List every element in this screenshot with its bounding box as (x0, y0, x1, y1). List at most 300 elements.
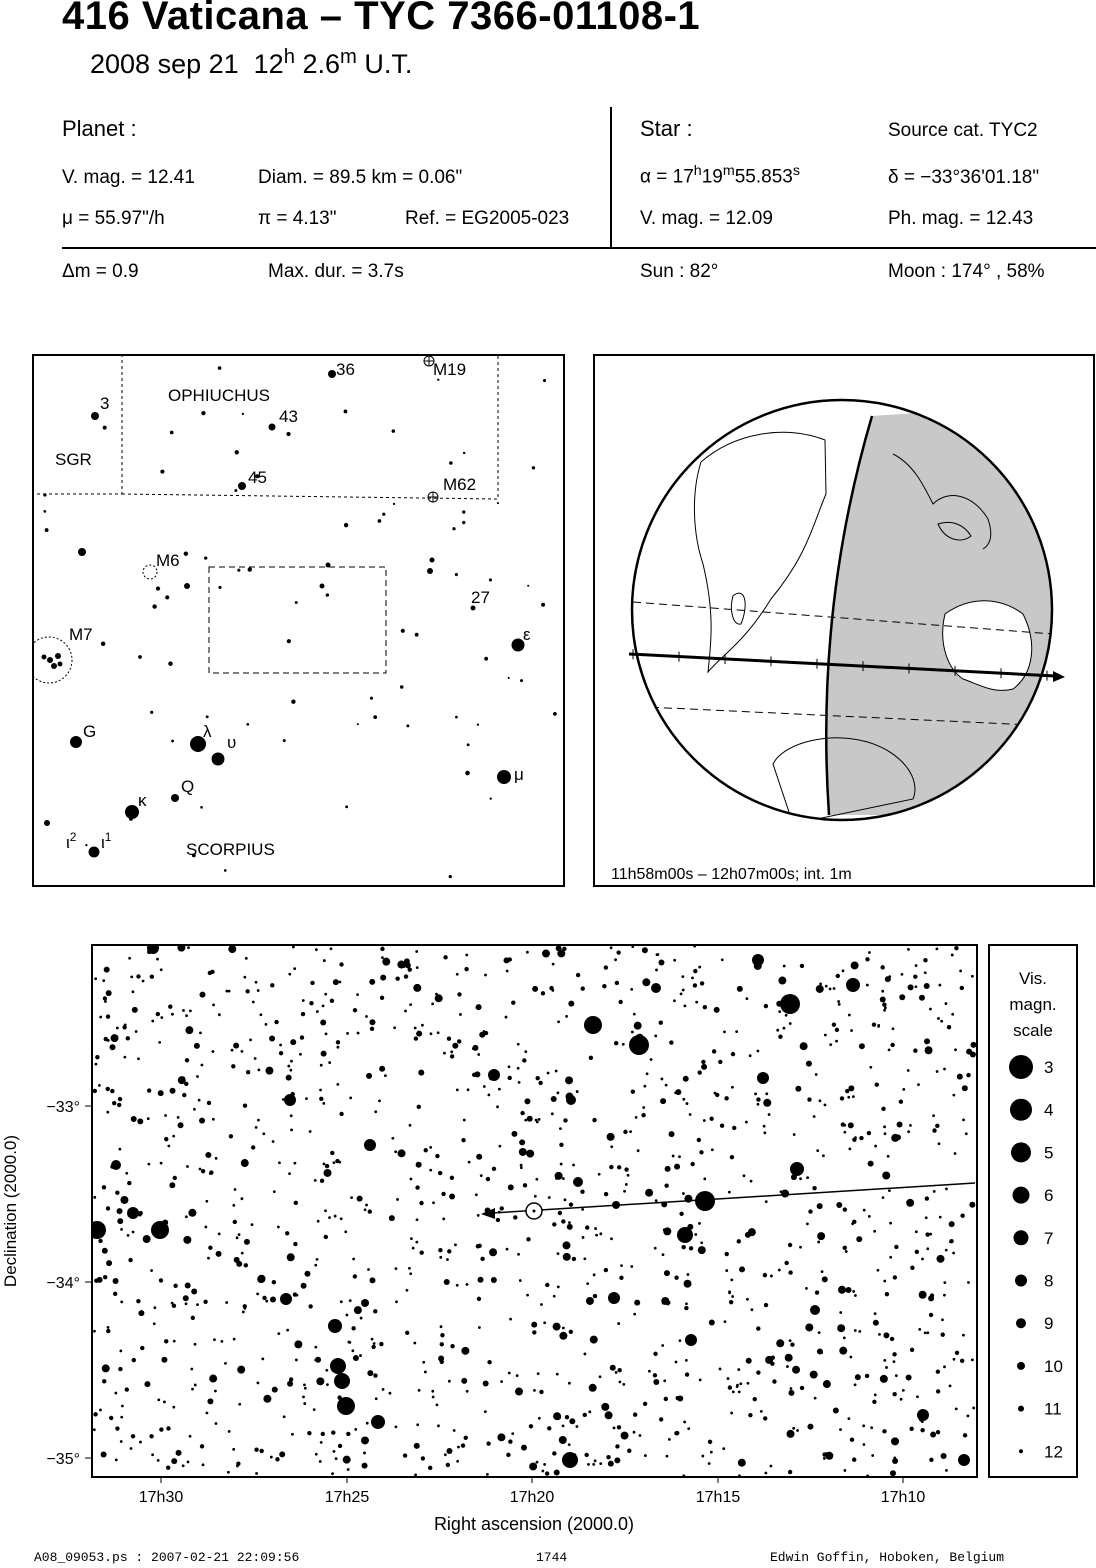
field-star (224, 1362, 227, 1365)
field-star (923, 958, 927, 962)
field-star (890, 1470, 896, 1476)
finder-star (238, 482, 246, 490)
finder-star (463, 452, 465, 454)
field-star (196, 1303, 199, 1306)
field-star (960, 1214, 964, 1218)
legend-magnitude-symbol (1013, 1187, 1030, 1204)
field-star (890, 1043, 894, 1047)
field-star (259, 1449, 263, 1453)
field-star (304, 1271, 310, 1277)
field-star (130, 975, 133, 978)
target-star-dot (533, 1210, 536, 1213)
field-star (855, 1374, 861, 1380)
field-star (447, 1037, 451, 1041)
field-star (698, 1222, 701, 1225)
field-star (941, 1318, 944, 1321)
field-star (121, 1405, 124, 1408)
field-star (951, 1013, 954, 1016)
field-star (930, 1432, 936, 1438)
field-star (521, 1445, 527, 1451)
field-star (331, 1430, 335, 1434)
field-star (776, 1339, 784, 1347)
field-star (506, 970, 509, 973)
field-star (921, 1258, 924, 1261)
field-star (144, 1381, 150, 1387)
field-star (763, 1273, 767, 1277)
field-star (732, 1126, 736, 1130)
field-star (207, 1101, 211, 1105)
field-star (140, 1346, 144, 1350)
field-star (405, 962, 411, 968)
field-star (202, 1463, 205, 1466)
field-star (703, 1005, 707, 1009)
legend-magnitude-label: 10 (1044, 1356, 1063, 1376)
field-star (622, 1043, 625, 1046)
field-star (274, 1020, 278, 1024)
field-star (314, 1346, 317, 1349)
field-star (738, 1390, 741, 1393)
field-star (668, 1301, 671, 1304)
field-star (812, 1186, 816, 1190)
field-star (126, 1036, 130, 1040)
field-star (432, 1201, 435, 1204)
field-star (859, 1136, 863, 1140)
field-star (365, 1015, 368, 1018)
field-star (509, 1318, 512, 1321)
field-star (208, 971, 212, 975)
field-star (562, 1177, 565, 1180)
field-star (354, 1306, 362, 1314)
label-kappa: κ (138, 791, 147, 810)
field-star (135, 1030, 138, 1033)
field-star (972, 1407, 975, 1410)
field-star (745, 1121, 748, 1124)
finder-star (427, 568, 433, 574)
field-star (320, 1441, 323, 1444)
field-star (366, 1073, 372, 1079)
field-star (93, 1330, 96, 1333)
field-star (724, 1320, 727, 1323)
x-tick-label: 17h10 (880, 1489, 926, 1506)
field-star (735, 1030, 738, 1033)
finder-star (378, 519, 382, 523)
field-star (292, 946, 295, 949)
field-star (171, 1458, 177, 1464)
field-star (159, 1278, 163, 1282)
field-star (564, 1198, 567, 1201)
field-star (214, 1390, 217, 1393)
finder-star (320, 584, 325, 589)
field-star (472, 1047, 475, 1050)
field-star (875, 1082, 879, 1086)
field-star (924, 971, 927, 974)
field-star (664, 1397, 668, 1401)
field-star (689, 1237, 692, 1240)
field-star (884, 1132, 887, 1135)
event-datetime (90, 46, 412, 80)
field-star (167, 1145, 170, 1148)
field-star (517, 1067, 520, 1070)
field-star (668, 1438, 671, 1441)
field-star (731, 1086, 734, 1089)
field-star (114, 1392, 117, 1395)
field-star (747, 1382, 750, 1385)
field-star (320, 1064, 323, 1067)
finder-star (455, 716, 458, 719)
field-star (790, 1387, 793, 1390)
field-star (111, 1034, 119, 1042)
field-star (476, 1244, 480, 1248)
field-star (756, 1370, 760, 1374)
field-star (286, 1075, 292, 1081)
field-star (115, 1459, 118, 1462)
field-star (874, 1312, 877, 1315)
field-star (614, 958, 617, 961)
field-star (351, 1326, 355, 1330)
field-star (328, 1061, 331, 1064)
field-star (694, 1233, 697, 1236)
field-star (545, 1471, 549, 1475)
finder-star (184, 583, 190, 589)
field-star (805, 1287, 808, 1290)
field-star (296, 1294, 299, 1297)
field-star (608, 1461, 614, 1467)
field-star (849, 1356, 852, 1359)
field-star (856, 1236, 862, 1242)
field-star (519, 1139, 525, 1145)
field-star (560, 1163, 563, 1166)
field-star (104, 967, 110, 973)
field-star (960, 986, 964, 990)
field-star (929, 1313, 933, 1317)
field-star (569, 1330, 573, 1334)
field-star (404, 1010, 407, 1013)
field-star (106, 1014, 110, 1018)
field-star (380, 996, 384, 1000)
field-star (244, 1263, 248, 1267)
iota2-index: 2 (69, 830, 77, 844)
field-star (215, 1422, 218, 1425)
field-star (489, 1248, 497, 1256)
field-star (454, 1243, 457, 1246)
field-star (257, 1275, 265, 1283)
field-star (783, 965, 786, 968)
field-star (786, 1365, 789, 1368)
field-star (567, 1224, 573, 1230)
field-star (679, 1212, 683, 1216)
field-star (837, 1324, 845, 1332)
finder-star (344, 410, 348, 414)
field-star (614, 1457, 620, 1463)
field-star (748, 1228, 756, 1236)
field-star (189, 1435, 192, 1438)
field-star (883, 1332, 889, 1338)
field-star (887, 1155, 890, 1158)
field-star (396, 1198, 399, 1201)
field-star (687, 1273, 690, 1276)
field-star (598, 1173, 601, 1176)
field-star (251, 1223, 254, 1226)
field-star (686, 1102, 689, 1105)
field-star (843, 1207, 847, 1211)
field-star (520, 1164, 523, 1167)
field-star (700, 981, 704, 985)
field-star (339, 962, 343, 966)
field-star (265, 1023, 268, 1026)
field-star (852, 1290, 855, 1293)
field-star (515, 1388, 523, 1396)
field-star (238, 1403, 241, 1406)
field-star (690, 1162, 694, 1166)
field-star (557, 1415, 561, 1419)
finder-star (43, 493, 46, 496)
field-star (883, 1009, 886, 1012)
field-star (178, 1122, 184, 1128)
field-star (916, 1395, 919, 1398)
field-star (800, 964, 804, 968)
field-star (215, 1157, 218, 1160)
finder-star (150, 711, 153, 714)
field-star (364, 1139, 376, 1151)
event-timescale: U.T. (364, 49, 413, 79)
field-star (894, 1245, 898, 1249)
field-star (725, 1269, 728, 1272)
field-star (484, 1410, 487, 1413)
field-star (907, 1130, 910, 1133)
finder-star (430, 558, 435, 563)
field-star (962, 1334, 965, 1337)
field-star (949, 1384, 952, 1387)
field-star (212, 1050, 215, 1053)
field-star (443, 955, 447, 959)
field-star (695, 1191, 715, 1211)
field-star (496, 1105, 499, 1108)
field-star (173, 1284, 177, 1288)
field-star (302, 1396, 305, 1399)
field-star (753, 1397, 757, 1401)
field-star (763, 1416, 767, 1420)
field-star (416, 966, 419, 969)
field-star (955, 1351, 959, 1355)
field-star (257, 1119, 260, 1122)
field-star (444, 1453, 447, 1456)
field-star (637, 1149, 640, 1152)
field-star (592, 1118, 596, 1122)
field-star (127, 1207, 139, 1219)
field-star (200, 992, 206, 998)
field-star (476, 1006, 479, 1009)
field-star (456, 973, 459, 976)
field-star (555, 1070, 558, 1073)
field-star (320, 1179, 324, 1183)
field-star (854, 1383, 857, 1386)
finder-star (553, 712, 557, 716)
field-star (357, 1196, 363, 1202)
field-star (728, 1290, 731, 1293)
field-star (878, 1333, 881, 1336)
field-star (863, 1209, 866, 1212)
field-star (283, 1415, 286, 1418)
field-star (508, 1076, 512, 1080)
finder-star (508, 677, 510, 679)
field-star (870, 1426, 873, 1429)
field-star (790, 1342, 794, 1346)
finder-star (152, 604, 156, 608)
field-star (757, 1050, 760, 1053)
field-star (136, 974, 140, 978)
field-star (565, 1415, 569, 1419)
field-star (524, 1050, 527, 1053)
finder-star (345, 805, 348, 808)
field-star (552, 1451, 556, 1455)
finder-star (287, 639, 291, 643)
field-star (966, 1073, 970, 1077)
field-star (601, 1403, 609, 1411)
field-star (395, 977, 399, 981)
field-star (313, 1408, 316, 1411)
field-star (301, 1283, 307, 1289)
field-star (209, 1375, 217, 1383)
field-star (335, 1159, 339, 1163)
y-axis (1, 1099, 92, 1468)
field-star (115, 1191, 119, 1195)
field-star (825, 985, 828, 988)
field-star (406, 1289, 409, 1292)
field-star (565, 1076, 573, 1084)
finder-star (171, 740, 174, 743)
field-star (415, 950, 418, 953)
field-star (438, 1248, 442, 1252)
field-star (398, 1149, 406, 1157)
field-star (368, 1209, 372, 1213)
field-star (616, 950, 620, 954)
field-star (835, 1040, 838, 1043)
field-star (764, 1004, 768, 1008)
field-star (317, 1220, 320, 1223)
field-star (807, 1424, 813, 1430)
field-star (969, 1202, 975, 1208)
field-star (428, 1466, 432, 1470)
field-star (526, 1294, 529, 1297)
field-star (522, 1058, 526, 1062)
field-star (382, 958, 390, 966)
field-star (897, 1122, 903, 1128)
field-star (378, 1099, 381, 1102)
field-star (737, 986, 743, 992)
field-star (413, 1342, 416, 1345)
field-star (778, 1010, 781, 1013)
finder-star (543, 379, 546, 382)
field-star (576, 973, 580, 977)
finder-star (326, 563, 331, 568)
field-star (279, 1044, 282, 1047)
finder-star (286, 432, 290, 436)
field-star (466, 1390, 469, 1393)
field-star (604, 1192, 608, 1196)
field-star (369, 979, 375, 985)
field-star (109, 1416, 113, 1420)
field-star (323, 1163, 326, 1166)
field-star (906, 1375, 912, 1381)
field-star (743, 1174, 746, 1177)
field-star (185, 1026, 193, 1034)
field-star (906, 1199, 914, 1207)
field-star (547, 1072, 550, 1075)
field-star (228, 1430, 231, 1433)
field-star (661, 1344, 664, 1347)
field-star (610, 1145, 613, 1148)
field-star (203, 1300, 207, 1304)
field-star (727, 1377, 730, 1380)
field-star (489, 1077, 492, 1080)
field-star (748, 1413, 752, 1417)
field-star (532, 986, 538, 992)
field-star (331, 1472, 334, 1475)
field-star (719, 1368, 722, 1371)
field-star (823, 1380, 831, 1388)
field-star (288, 1172, 291, 1175)
field-star (823, 1457, 826, 1460)
field-star (714, 1007, 720, 1013)
field-star (173, 1340, 176, 1343)
field-star (817, 1232, 825, 1240)
field-star (437, 1031, 440, 1034)
field-star (158, 1090, 164, 1096)
field-star (701, 1060, 705, 1064)
field-star (524, 1098, 530, 1104)
field-star (487, 1360, 491, 1364)
star-field-chart (0, 930, 1096, 1548)
field-star (599, 1232, 602, 1235)
field-star (938, 984, 941, 987)
field-star (630, 988, 633, 991)
field-star (584, 1453, 588, 1457)
iota1-letter: ι (101, 833, 105, 852)
footer-page-number: 1744 (536, 1550, 568, 1565)
field-star (643, 1085, 646, 1088)
field-star (324, 1169, 332, 1177)
field-star (941, 1453, 947, 1459)
field-star (518, 1081, 521, 1084)
field-star (539, 1390, 543, 1394)
field-star (336, 1040, 340, 1044)
field-star (178, 1076, 186, 1084)
field-star (409, 1272, 412, 1275)
field-star (325, 1164, 329, 1168)
field-star (928, 1295, 934, 1301)
field-star (848, 1014, 851, 1017)
field-star (241, 1197, 244, 1200)
label-36: 36 (336, 360, 355, 379)
field-star (132, 990, 135, 993)
field-star (852, 1457, 856, 1461)
field-star (322, 1004, 325, 1007)
label-43: 43 (279, 407, 298, 426)
legend-magnitude-label: 3 (1044, 1058, 1054, 1077)
finder-star (125, 805, 139, 819)
field-star (452, 1043, 458, 1049)
field-star (653, 1373, 657, 1377)
field-star (789, 1339, 792, 1342)
field-star (243, 1307, 246, 1310)
field-star (88, 1221, 106, 1239)
field-star (728, 1385, 732, 1389)
field-star (500, 1206, 504, 1210)
field-star (115, 1426, 119, 1430)
field-star (476, 1154, 482, 1160)
field-star (739, 1382, 742, 1385)
earth-globe-panel (593, 354, 1096, 888)
